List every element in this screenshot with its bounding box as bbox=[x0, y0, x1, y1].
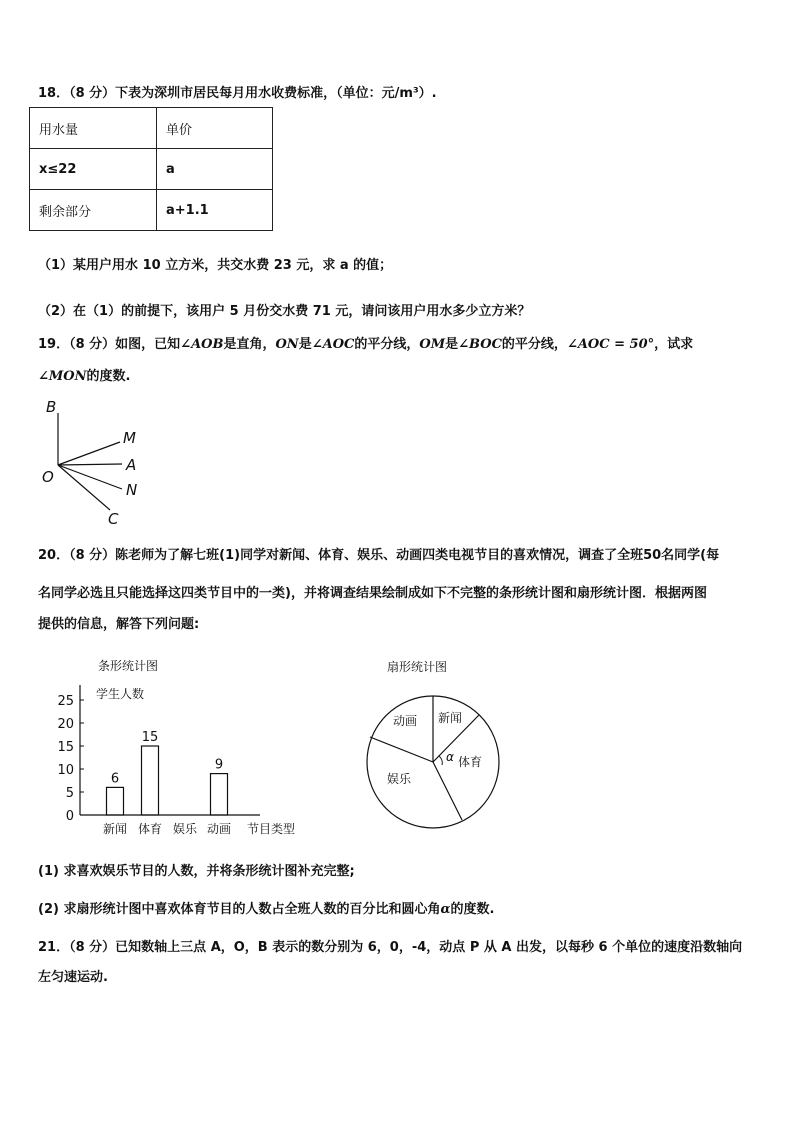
angle-mon: ∠MON bbox=[38, 369, 87, 384]
bar-1 bbox=[142, 746, 159, 815]
q19-text: 是 bbox=[298, 337, 312, 352]
y-tick-label: 15 bbox=[57, 740, 74, 755]
bar-0 bbox=[107, 787, 124, 815]
x-tick-label: 新闻 bbox=[102, 822, 128, 836]
ray-oc bbox=[58, 465, 110, 510]
table-cell: 剩余部分 bbox=[30, 190, 157, 231]
table-header-cell: 用水量 bbox=[30, 108, 157, 149]
q18-part1: （1）某用户用水 10 立方米，共交水费 23 元，求 a 的值； bbox=[38, 258, 393, 273]
bar-chart bbox=[55, 655, 315, 845]
q21-line1: 21．（8 分）已知数轴上三点 A，O，B 表示的数分别为 6，0，-4，动点 P 从 A 出发，以每秒 6 个单位的速度沿数轴向 bbox=[38, 940, 743, 955]
q19-text: 的度数. bbox=[86, 369, 131, 384]
ray-om: OM bbox=[419, 337, 446, 352]
q21-line2: 左匀速运动. bbox=[38, 970, 108, 985]
q19-text: ，试求 bbox=[654, 337, 694, 352]
q18-stem: 18．（8 分）下表为深圳市居民每月用水收费标准，（单位：元/m³）. bbox=[38, 86, 437, 101]
table-cell: x≤22 bbox=[30, 149, 157, 190]
ray-om-line bbox=[58, 442, 120, 465]
bar-value-label: 6 bbox=[110, 771, 120, 787]
label-o: O bbox=[42, 468, 54, 486]
ray-on: ON bbox=[275, 337, 299, 352]
table-header-cell: 单价 bbox=[157, 108, 273, 149]
label-c: C bbox=[108, 510, 119, 528]
q20-part2 bbox=[38, 900, 758, 920]
table-row bbox=[30, 149, 273, 190]
alpha-label: α bbox=[446, 750, 454, 764]
angle-aob: ∠AOB bbox=[180, 337, 224, 352]
x-tick-label: 体育 bbox=[137, 822, 163, 836]
x-axis-label: 节目类型 bbox=[247, 822, 296, 836]
q19-text: 的平分线， bbox=[501, 337, 567, 352]
label-a: A bbox=[126, 456, 137, 474]
pie-divider bbox=[433, 762, 462, 820]
x-tick-label: 动画 bbox=[206, 822, 232, 836]
y-tick-label: 5 bbox=[65, 786, 74, 801]
angle-boc: ∠BOC bbox=[458, 337, 502, 352]
q19-text: 的平分线， bbox=[354, 337, 420, 352]
angle-aoc: ∠AOC bbox=[311, 337, 355, 352]
table-row bbox=[30, 108, 273, 149]
pie-chart bbox=[360, 655, 520, 840]
q20-line3: 提供的信息，解答下列问题: bbox=[38, 617, 200, 632]
q19-text: 19．（8 分）如图，已知 bbox=[38, 337, 181, 352]
pie-label-news: 新闻 bbox=[438, 711, 463, 725]
bar-value-label: 9 bbox=[214, 757, 224, 773]
q20-part1: (1) 求喜欢娱乐节目的人数，并将条形统计图补充完整; bbox=[38, 864, 355, 879]
label-n: N bbox=[126, 481, 138, 499]
q18-part2: （2）在（1）的前提下，该用户 5 月份交水费 71 元，请问该用户用水多少立方米？ bbox=[38, 304, 531, 319]
q19-line1 bbox=[38, 335, 758, 355]
q20-part2-text: (2) 求扇形统计图中喜欢体育节目的人数占全班人数的百分比和圆心角 bbox=[38, 902, 441, 917]
pie-label-entertainment: 娱乐 bbox=[387, 772, 412, 786]
q20-line1: 20．（8 分）陈老师为了解七班(1)同学对新闻、体育、娱乐、动画四类电视节目的喜欢情况，调查了全班50名同学(每 bbox=[38, 548, 720, 563]
alpha-symbol: α bbox=[440, 902, 451, 917]
label-b: B bbox=[46, 398, 57, 416]
table-cell: a+1.1 bbox=[157, 190, 273, 231]
chart-title: 条形统计图 bbox=[98, 659, 159, 673]
y-axis-label: 学生人数 bbox=[96, 687, 145, 701]
bar-value-label: 15 bbox=[141, 730, 159, 745]
bar-3 bbox=[211, 774, 228, 815]
x-tick-label: 娱乐 bbox=[172, 822, 198, 836]
y-tick-label: 25 bbox=[57, 694, 74, 709]
q19-text: 是 bbox=[445, 337, 459, 352]
q19-line2 bbox=[38, 367, 758, 387]
alpha-arc bbox=[439, 756, 442, 765]
y-tick-label: 10 bbox=[57, 763, 74, 778]
pie-label-animation: 动画 bbox=[393, 714, 418, 728]
angle-aoc-value: ∠AOC = 50° bbox=[566, 337, 655, 352]
pie-divider bbox=[370, 737, 433, 762]
q19-text: 是直角， bbox=[223, 337, 276, 352]
pie-title: 扇形统计图 bbox=[387, 660, 448, 674]
label-m: M bbox=[123, 429, 136, 447]
q20-line2: 名同学必选且只能选择这四类节目中的一类)，并将调查结果绘制成如下不完整的条形统计图和扇形统计图．根据两图 bbox=[38, 586, 707, 601]
table-cell: a bbox=[157, 149, 273, 190]
water-fee-table bbox=[29, 107, 273, 231]
y-tick-label: 0 bbox=[65, 809, 74, 824]
q20-part2-end: 的度数. bbox=[450, 902, 495, 917]
ray-on-line bbox=[58, 465, 122, 489]
table-row bbox=[30, 190, 273, 231]
y-tick-label: 20 bbox=[57, 717, 74, 732]
pie-label-sports: 体育 bbox=[458, 755, 483, 769]
angle-figure bbox=[38, 395, 168, 530]
ray-oa bbox=[58, 464, 122, 465]
